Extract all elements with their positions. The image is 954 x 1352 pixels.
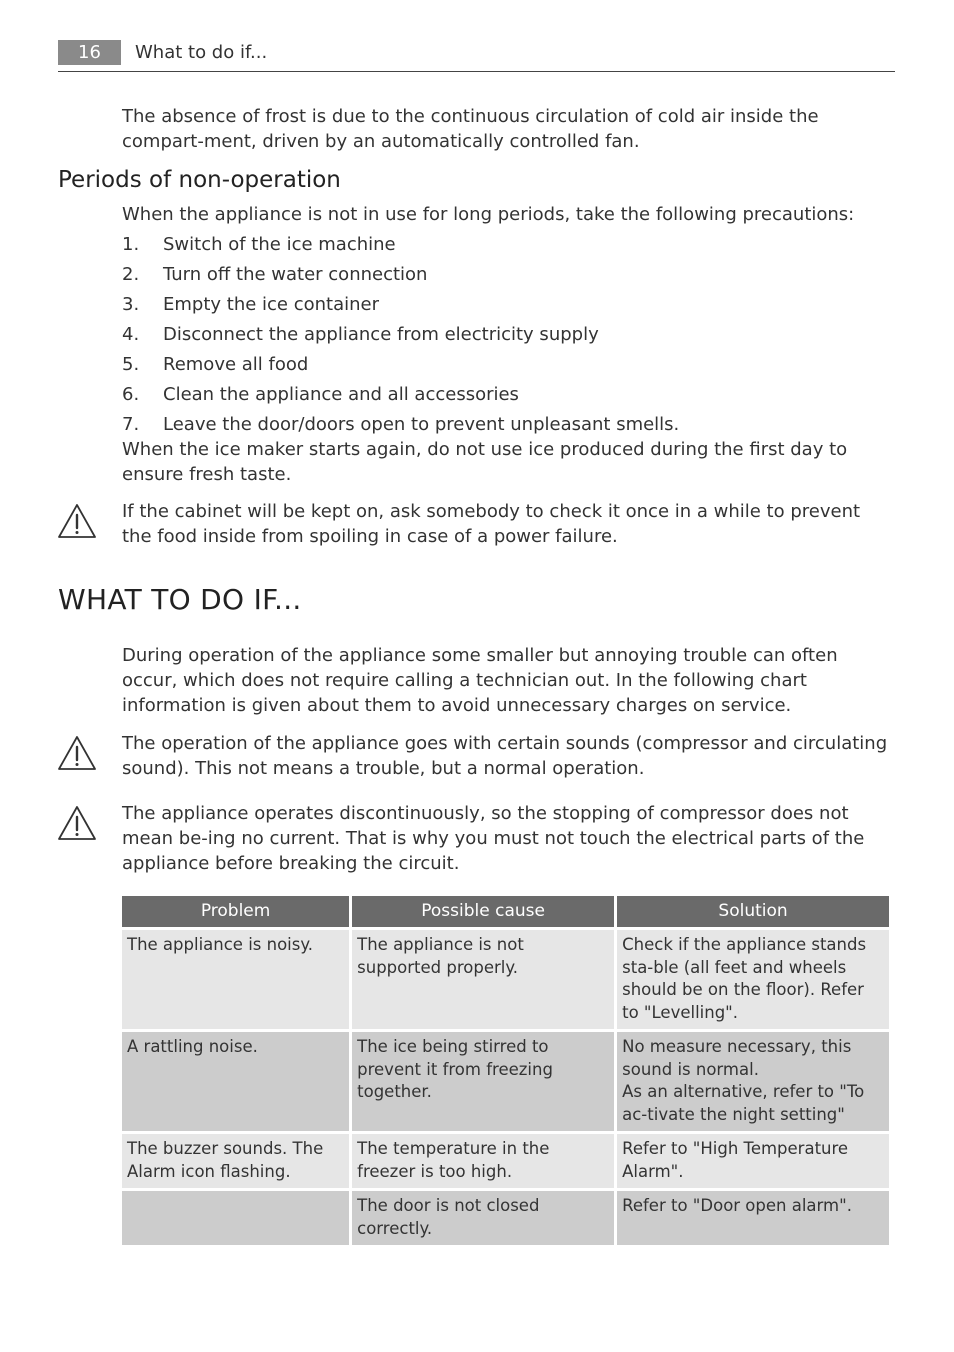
non-operation-lead: When the appliance is not in use for long periods, take the following precautions: — [122, 204, 855, 225]
cell-problem: A rattling noise. — [122, 1032, 349, 1131]
table-row — [122, 1134, 889, 1188]
cell-problem — [122, 1191, 349, 1245]
cell-cause: The appliance is not supported properly. — [352, 930, 614, 1029]
list-item — [122, 291, 892, 321]
what-to-do-intro: During operation of the appliance some smaller but annoying trouble can often occur, which does not require calling a technician out. In the following chart information is given about them to avoid unnecessary charges on service. — [122, 645, 838, 716]
column-header-problem: Problem — [122, 896, 349, 927]
list-item-number: 7. — [122, 414, 140, 435]
table-header-row — [122, 896, 889, 927]
running-title: What to do if... — [135, 42, 268, 63]
list-item-number: 5. — [122, 354, 140, 375]
cell-solution: Refer to "Door open alarm". — [617, 1191, 889, 1245]
cell-solution: No measure necessary, this sound is normal. As an alternative, refer to "To ac-tivate the night setting" — [617, 1032, 889, 1131]
page-header — [58, 40, 895, 72]
cell-cause: The door is not closed correctly. — [352, 1191, 614, 1245]
column-header-solution: Solution — [617, 896, 889, 927]
troubleshooting-table — [119, 893, 892, 1248]
cell-problem: The buzzer sounds. The Alarm icon flashing. — [122, 1134, 349, 1188]
warning-icon — [57, 503, 97, 539]
list-item-text: Clean the appliance and all accessories — [163, 384, 519, 405]
list-item — [122, 381, 892, 411]
cell-solution: Check if the appliance stands sta-ble (all feet and wheels should be on the floor). Refer to "Levelling". — [617, 930, 889, 1029]
column-header-cause: Possible cause — [352, 896, 614, 927]
table-row — [122, 930, 889, 1029]
list-item-number: 4. — [122, 324, 140, 345]
warning-icon — [57, 805, 97, 841]
cell-problem: The appliance is noisy. — [122, 930, 349, 1029]
cell-solution: Refer to "High Temperature Alarm". — [617, 1134, 889, 1188]
section-heading-what-to-do: WHAT TO DO IF... — [58, 583, 302, 616]
list-item — [122, 411, 892, 436]
precautions-list — [122, 231, 892, 436]
list-item-number: 6. — [122, 384, 140, 405]
list-item-text: Leave the door/doors open to prevent unpleasant smells. — [163, 414, 680, 435]
restart-note: When the ice maker starts again, do not use ice produced during the first day to ensure fresh taste. — [122, 439, 848, 485]
list-item-number: 3. — [122, 294, 140, 315]
warning-current: The appliance operates discontinuously, so the stopping of compressor does not mean be-ing no current. That is why you must not touch the electrical parts of the appliance before breaking the circuit. — [122, 803, 865, 874]
warning-icon — [57, 735, 97, 771]
table-row — [122, 1191, 889, 1245]
warning-power-failure: If the cabinet will be kept on, ask somebody to check it once in a while to prevent the food inside from spoiling in case of a power failure. — [122, 501, 861, 547]
warning-sounds: The operation of the appliance goes with certain sounds (compressor and circulating sound). This not means a trouble, but a normal operation. — [122, 733, 888, 779]
table-row — [122, 1032, 889, 1131]
intro-paragraph: The absence of frost is due to the continuous circulation of cold air inside the compart-ment, driven by an automatically controlled fan. — [122, 106, 819, 152]
list-item-number: 1. — [122, 234, 140, 255]
list-item — [122, 231, 892, 261]
list-item — [122, 321, 892, 351]
list-item-text: Empty the ice container — [163, 294, 380, 315]
page-number: 16 — [58, 40, 121, 65]
list-item — [122, 351, 892, 381]
section-heading-non-operation: Periods of non-operation — [58, 167, 341, 193]
list-item-text: Disconnect the appliance from electricity supply — [163, 324, 599, 345]
cell-cause: The temperature in the freezer is too high. — [352, 1134, 614, 1188]
list-item — [122, 261, 892, 291]
list-item-number: 2. — [122, 264, 140, 285]
list-item-text: Turn off the water connection — [163, 264, 428, 285]
list-item-text: Switch of the ice machine — [163, 234, 396, 255]
cell-cause: The ice being stirred to prevent it from freezing together. — [352, 1032, 614, 1131]
list-item-text: Remove all food — [163, 354, 309, 375]
